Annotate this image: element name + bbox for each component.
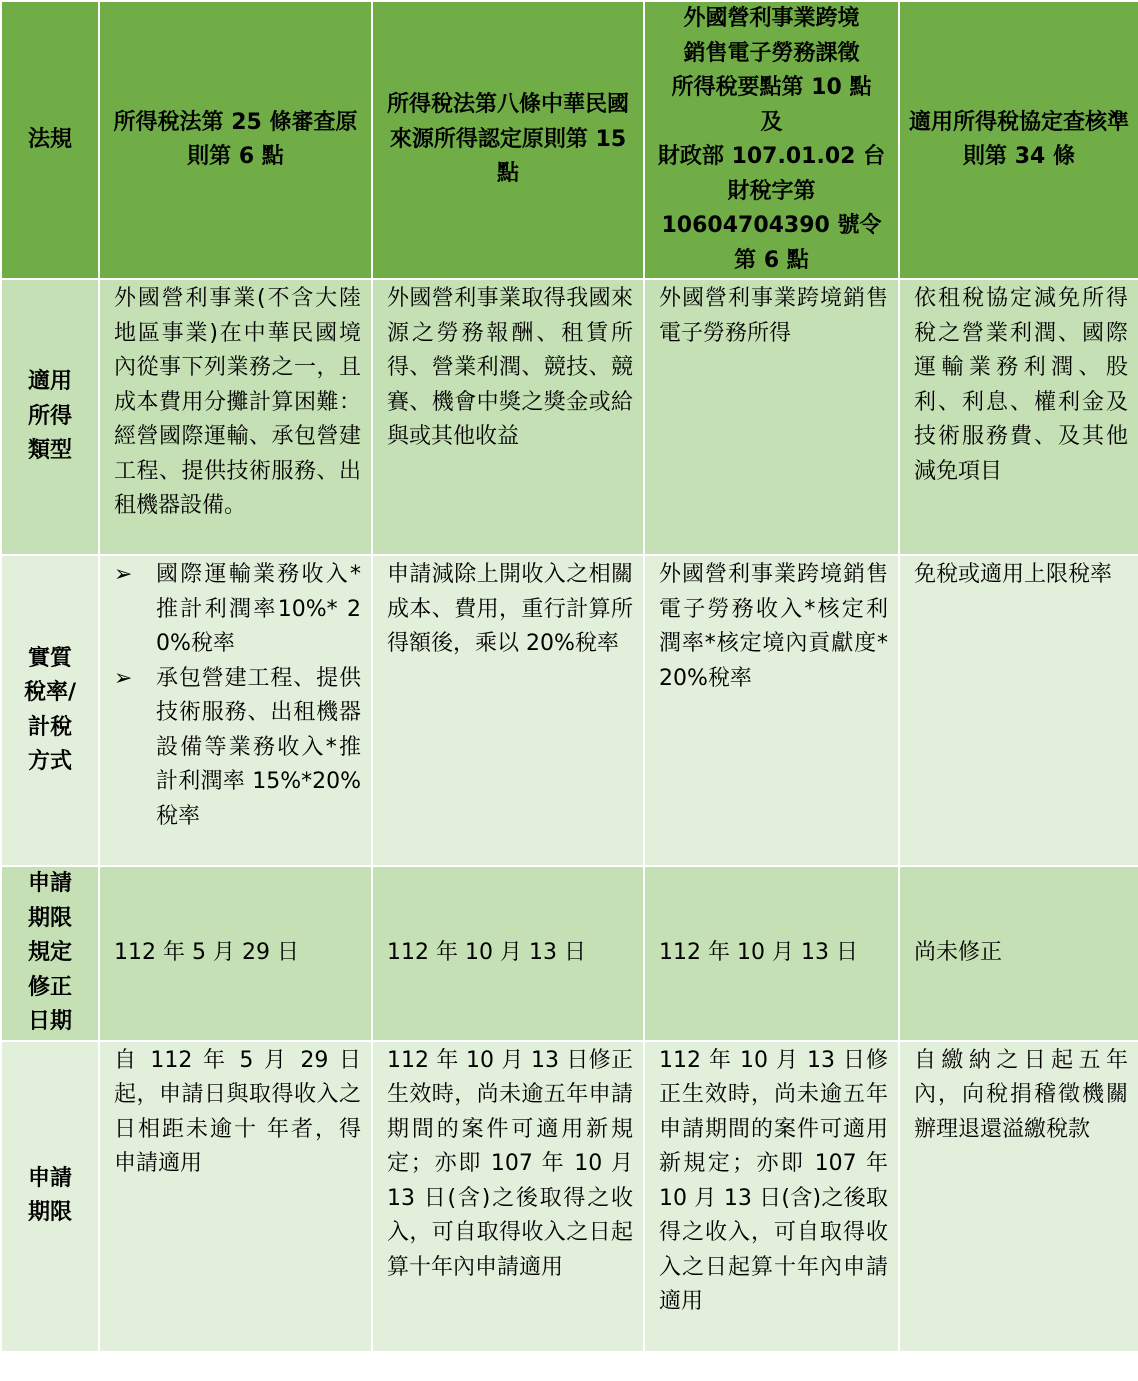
tax-rate-art8: 申請減除上開收入之相關成本、費用，重行計算所得額後，乘以 20%稅率 [372,555,644,866]
label-amend-date: 申請 期限 規定 修正 日期 [1,866,99,1041]
income-type-art25: 外國營利事業(不含大陸地區事業)在中華民國境內從事下列業務之一，且成本費用分攤計算困難：經營國際運輸、承包營建工程、提供技術服務、出租機器設備。 [99,279,372,555]
label-income-type: 適用 所得 類型 [1,279,99,555]
row-tax-rate [1,555,1138,866]
tax-rate-e-services: 外國營利事業跨境銷售電子勞務收入*核定利潤率*核定境內貢獻度*20%稅率 [644,555,899,866]
tax-rate-bullet-list [114,558,361,834]
income-type-e-services: 外國營利事業跨境銷售電子勞務所得 [644,279,899,555]
deadline-e-services: 112 年 10 月 13 日修正生效時，尚未逾五年申請期間的案件可適用新規定；亦即 107 年 10 月 13 日(含)之後取得之收入，可自取得收入之日起算十年內申請適用 [644,1041,899,1352]
row-amend-date [1,866,1138,1041]
arrow-bullet-icon: ➢ [114,562,133,587]
list-item: ➢ 承包營建工程、提供技術服務、出租機器設備等業務收入*推計利潤率 15%*20%稅率 [114,662,361,835]
income-type-treaty: 依租稅協定減免所得稅之營業利潤、國際運輸業務利潤、股利、利息、權利金及技術服務費、及其他減免項目 [899,279,1138,555]
header-regulation: 法規 [1,1,99,279]
list-item: ➢ 國際運輸業務收入*推計利潤率10%* 20%稅率 [114,558,361,662]
label-deadline: 申請 期限 [1,1041,99,1352]
header-row [1,1,1138,279]
arrow-bullet-icon: ➢ [114,665,133,691]
label-tax-rate: 實質 稅率/ 計稅 方式 [1,555,99,866]
header-income-tax-art8: 所得稅法第八條中華民國來源所得認定原則第 15 點 [372,1,644,279]
amend-date-treaty: 尚未修正 [899,866,1138,1041]
tax-rate-treaty: 免稅或適用上限稅率 [899,555,1138,866]
header-income-tax-art25: 所得稅法第 25 條審查原則第 6 點 [99,1,372,279]
row-deadline [1,1041,1138,1352]
row-income-type [1,279,1138,555]
header-cross-border-e-services: 外國營利事業跨境 銷售電子勞務課徵 所得稅要點第 10 點 及 財政部 107.01.02 台 財稅字第 10604704390 號令 第 6 點 [644,1,899,279]
deadline-art8: 112 年 10 月 13 日修正生效時，尚未逾五年申請期間的案件可適用新規定；亦即 107 年 10 月 13 日(含)之後取得之收入，可自取得收入之日起算十年內申請適用 [372,1041,644,1352]
deadline-art25: 自 112 年 5 月 29 日起，申請日與取得收入之日相距未逾十 年者，得申請適用 [99,1041,372,1352]
income-type-art8: 外國營利事業取得我國來源之勞務報酬、租賃所得、營業利潤、競技、競賽、機會中獎之獎金或給與或其他收益 [372,279,644,555]
amend-date-art25: 112 年 5 月 29 日 [99,866,372,1041]
header-tax-treaty-art34: 適用所得稅協定查核準則第 34 條 [899,1,1138,279]
amend-date-e-services: 112 年 10 月 13 日 [644,866,899,1041]
deadline-treaty: 自繳納之日起五年內，向稅捐稽徵機關辦理退還溢繳稅款 [899,1041,1138,1352]
tax-rate-art25 [99,555,372,866]
amend-date-art8: 112 年 10 月 13 日 [372,866,644,1041]
